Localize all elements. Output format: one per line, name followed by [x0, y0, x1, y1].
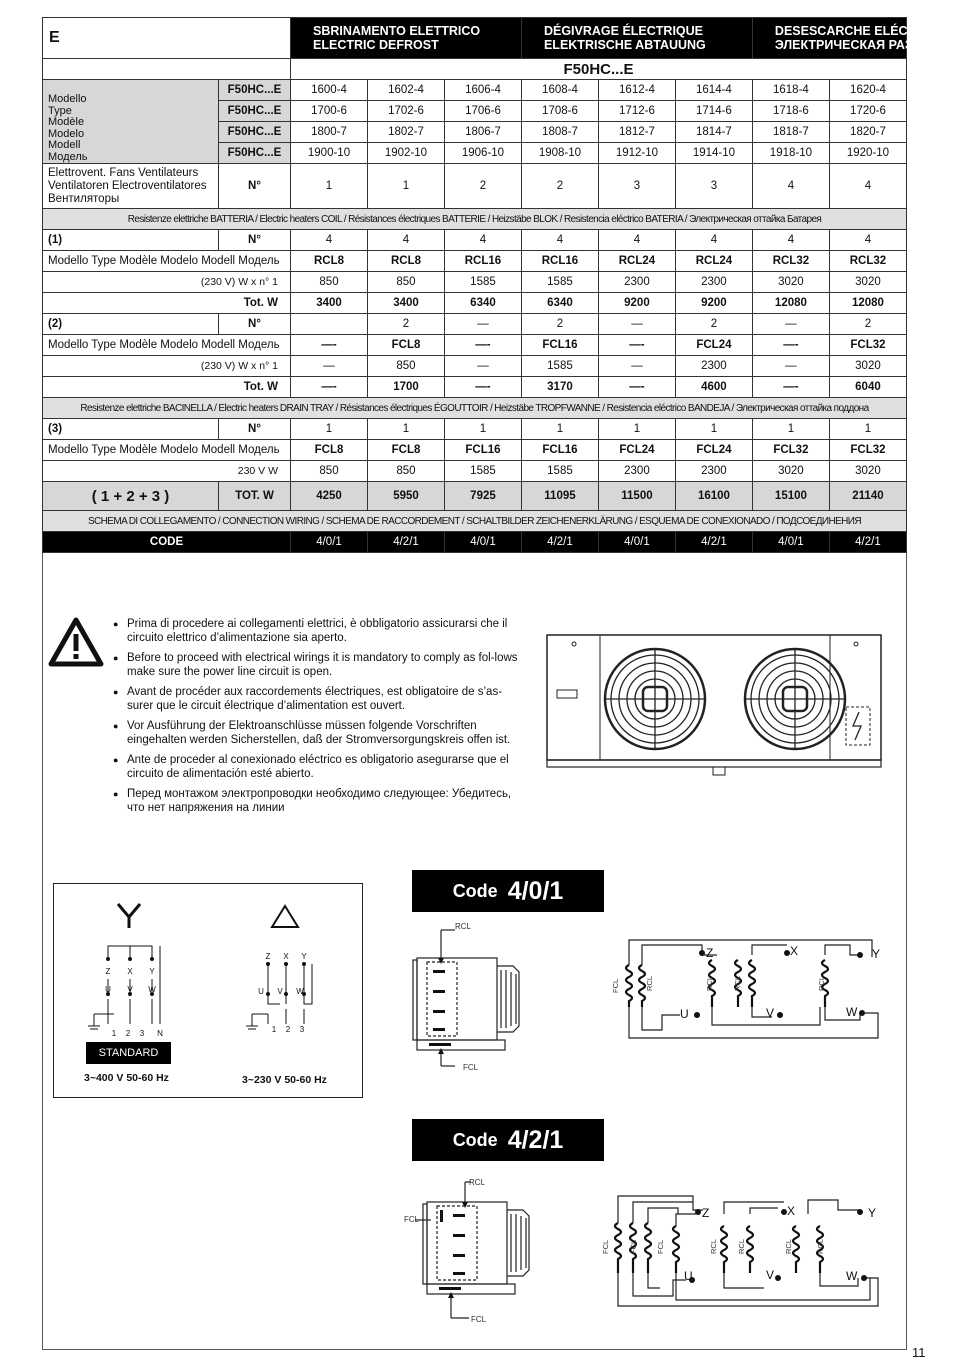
value-cell: 5950 — [368, 482, 445, 511]
value-cell: 6340 — [521, 293, 598, 314]
fcl-label: FCL — [404, 1215, 420, 1224]
terminal-x: X — [787, 1204, 796, 1218]
terminal-u: U — [258, 987, 264, 996]
value-cell: 1806-7 — [444, 122, 521, 143]
value-cell: 6340 — [444, 293, 521, 314]
terminal-w: W — [846, 1269, 858, 1283]
value-cell: 1614-4 — [675, 80, 752, 101]
value-cell: FCL16 — [521, 440, 598, 461]
rcl-label: RCL — [455, 922, 472, 931]
watt-label: (230 V) W x n° 1 — [43, 272, 291, 293]
value-cell: FCL32 — [829, 335, 906, 356]
value-cell: 4 — [444, 230, 521, 251]
watt-label: 230 V W — [43, 461, 291, 482]
value-cell: 1618-4 — [752, 80, 829, 101]
value-cell: 3020 — [752, 272, 829, 293]
value-cell: —- — [444, 377, 521, 398]
coil-band-text: Resistenze elettriche BATTERIA / Electric heaters COIL / Résistances électriques BATTERIE / Heizstäbe BLOK / Resistencia eléctrico BATERIA / Электрическая оттайка Батарея — [43, 209, 907, 230]
value-cell: 4600 — [675, 377, 752, 398]
terminal-u: U — [105, 985, 111, 994]
terminal-x: X — [283, 952, 289, 961]
code-a-box — [412, 870, 604, 912]
value-cell: —- — [291, 377, 368, 398]
section-letter: E — [43, 18, 291, 59]
count-row — [43, 230, 907, 251]
terminal-z: Z — [706, 946, 714, 960]
value-cell: 1800-7 — [291, 122, 368, 143]
warning-item: ● Prima di procedere ai collegamenti elettrici, è obbligatorio assicurarsi che il circuito elettrico d’alimentazione sia aperto. — [113, 617, 528, 645]
value-cell: FCL16 — [521, 335, 598, 356]
value-cell: 3 — [675, 164, 752, 209]
value-cell: 3400 — [291, 293, 368, 314]
value-cell: 15100 — [752, 482, 829, 511]
value-cell: —- — [291, 335, 368, 356]
rcl-label: RCL — [817, 975, 826, 991]
value-cell: 1608-4 — [521, 80, 598, 101]
value-cell: 1720-6 — [829, 101, 906, 122]
header-title — [291, 18, 522, 59]
value-cell: RCL16 — [521, 251, 598, 272]
terminal-w: W — [846, 1005, 858, 1019]
value-cell: 1585 — [521, 272, 598, 293]
group-label: (3) — [43, 419, 219, 440]
value-cell: 3020 — [829, 356, 906, 377]
model-type-label: Modello Type Modèle Modelo Modell Модель — [43, 251, 291, 272]
wiring-diagram-b — [598, 1188, 890, 1312]
heater-layout-b — [403, 1172, 553, 1332]
delta-voltage-label: 3~230 V 50-60 Hz — [242, 1074, 327, 1086]
value-cell: 1706-6 — [444, 101, 521, 122]
value-cell: 1812-7 — [598, 122, 675, 143]
total-row — [43, 377, 907, 398]
unit-cell: N° — [219, 314, 291, 335]
value-cell: RCL8 — [291, 251, 368, 272]
terminal-v: V — [766, 1006, 775, 1020]
value-cell: 1600-4 — [291, 80, 368, 101]
total-row — [43, 293, 907, 314]
value-cell: 1908-10 — [521, 143, 598, 164]
unit-cooler-illustration — [545, 632, 885, 780]
value-cell: 12080 — [829, 293, 906, 314]
table-title: F50HC...E — [291, 59, 907, 80]
line-1: 1 — [271, 1025, 277, 1034]
terminal-y: Y — [301, 952, 307, 961]
code-label: CODE — [43, 532, 291, 553]
model-type-row — [43, 335, 907, 356]
value-cell: 1902-10 — [368, 143, 445, 164]
value-cell: 21140 — [829, 482, 906, 511]
rcl-label: RCL — [645, 975, 654, 991]
value-cell: 4 — [675, 230, 752, 251]
value-cell: 1612-4 — [598, 80, 675, 101]
value-cell: 1585 — [521, 461, 598, 482]
value-cell: 1 — [444, 419, 521, 440]
value-cell: 4/2/1 — [675, 532, 752, 553]
warning-item: ● Перед монтажом электропроводки необходимо следующее: Убедитесь, что нет напряжения на линии — [113, 787, 528, 815]
empty-cell — [43, 59, 291, 80]
model-label-line: Modello — [48, 93, 87, 105]
value-cell: 1585 — [444, 461, 521, 482]
title-row — [43, 59, 907, 80]
value-cell: 11500 — [598, 482, 675, 511]
group-label: (1) — [43, 230, 219, 251]
terminal-x: X — [790, 944, 799, 958]
unit-cell: N° — [219, 164, 291, 209]
model-prefix: F50HC...E — [219, 122, 291, 143]
line-1: 1 — [111, 1029, 117, 1038]
terminal-u: U — [684, 1269, 693, 1283]
rcl-label: RCL — [733, 975, 742, 991]
spec-table — [42, 17, 975, 553]
value-cell: 1708-6 — [521, 101, 598, 122]
star-voltage-label: 3~400 V 50-60 Hz — [84, 1072, 169, 1084]
value-cell: 1585 — [521, 356, 598, 377]
value-cell: 1 — [291, 419, 368, 440]
watt-row — [43, 356, 907, 377]
value-cell: 1 — [752, 419, 829, 440]
warning-item: ● Avant de procéder aux raccordements électriques, est obligatoire de s’as-surer que le circuit électrique d’alimentation est ouvert. — [113, 685, 528, 713]
value-cell: 4/0/1 — [444, 532, 521, 553]
value-cell: FCL24 — [675, 335, 752, 356]
value-cell: —- — [752, 377, 829, 398]
fans-label-line: Вентиляторы — [48, 192, 120, 205]
value-cell: —- — [444, 335, 521, 356]
value-cell: — — [752, 314, 829, 335]
wiring-band — [43, 511, 907, 532]
warning-item: ● Before to proceed with electrical wirings it is mandatory to comply as fol-lows make sure the power line circuit is open. — [113, 651, 528, 679]
unit-cell: N° — [219, 230, 291, 251]
value-cell: 3 — [598, 164, 675, 209]
value-cell: 6040 — [829, 377, 906, 398]
value-cell: 1602-4 — [368, 80, 445, 101]
value-cell: RCL24 — [598, 251, 675, 272]
coil-band — [43, 209, 907, 230]
terminal-v: V — [766, 1268, 775, 1282]
value-cell: 3020 — [829, 461, 906, 482]
terminal-w: W — [296, 987, 304, 996]
terminal-z: Z — [702, 1206, 710, 1220]
model-type-label: Modello Type Modèle Modelo Modell Модель — [43, 335, 291, 356]
terminal-u: U — [680, 1007, 689, 1021]
value-cell: 12080 — [752, 293, 829, 314]
group-label: (2) — [43, 314, 219, 335]
value-cell: — — [291, 356, 368, 377]
value-cell: RCL16 — [444, 251, 521, 272]
value-cell: 1 — [368, 419, 445, 440]
fans-label — [43, 164, 219, 209]
header-line: ELECTRIC DEFROST — [313, 38, 439, 52]
header-line: DÉGIVRAGE ÉLECTRIQUE — [543, 24, 704, 38]
header-title — [752, 18, 975, 59]
model-type-label: Modello Type Modèle Modelo Modell Модель — [43, 440, 291, 461]
code-b-box — [412, 1119, 604, 1161]
value-cell: 1718-6 — [752, 101, 829, 122]
value-cell: RCL8 — [368, 251, 445, 272]
header-line: ЭЛЕКТРИЧЕСКАЯ РАЗМОРОЗКА — [774, 38, 975, 52]
value-cell: 2 — [521, 164, 598, 209]
value-cell: FCL8 — [368, 335, 445, 356]
code-b-label: Code — [452, 1129, 498, 1150]
value-cell: —- — [752, 335, 829, 356]
grand-total-label: ( 1 + 2 + 3 ) — [43, 482, 219, 511]
value-cell: 1914-10 — [675, 143, 752, 164]
header-line: SBRINAMENTO ELETTRICO — [313, 24, 481, 38]
value-cell: 2300 — [598, 461, 675, 482]
warning-icon — [48, 617, 104, 667]
total-label: Tot. W — [43, 377, 291, 398]
header-line: DESESCARCHE ELÉCTRICO — [774, 24, 947, 38]
value-cell: FCL24 — [598, 440, 675, 461]
line-2: 2 — [125, 1029, 131, 1038]
value-cell: FCL32 — [752, 440, 829, 461]
value-cell: 1714-6 — [675, 101, 752, 122]
value-cell: — — [444, 314, 521, 335]
terminal-z: Z — [265, 952, 271, 961]
model-label-line: Type — [48, 104, 72, 117]
model-label-line: Модель — [48, 150, 88, 163]
value-cell: 2 — [521, 314, 598, 335]
fcl-label: FCL — [471, 1315, 487, 1324]
value-cell: — — [598, 356, 675, 377]
value-cell: 1 — [829, 419, 906, 440]
value-cell: 4 — [829, 230, 906, 251]
drain-band-text: Resistenze elettriche BACINELLA / Electric heaters DRAIN TRAY / Résistances électriques ÉGOUTTOIR / Heizstäbe TROPFWANNE / Resistencia eléctrico BANDEJA / Электрическая оттайка поддона — [43, 398, 907, 419]
value-cell: 1820-7 — [829, 122, 906, 143]
rcl-label: RCL — [705, 975, 714, 991]
value-cell: 1 — [675, 419, 752, 440]
value-cell: 4 — [291, 230, 368, 251]
fans-row — [43, 164, 907, 209]
value-cell: 1808-7 — [521, 122, 598, 143]
value-cell: 11095 — [521, 482, 598, 511]
watt-row — [43, 461, 907, 482]
value-cell: 2 — [444, 164, 521, 209]
value-cell: FCL8 — [291, 440, 368, 461]
value-cell: 850 — [368, 272, 445, 293]
value-cell: 9200 — [598, 293, 675, 314]
fcl-label: FCL — [611, 978, 620, 993]
terminal-v: V — [127, 985, 133, 994]
rcl-label: RCL — [784, 1238, 793, 1254]
rcl-label: RCL — [816, 1238, 825, 1254]
rcl-label: RCL — [709, 1238, 718, 1254]
model-label — [43, 80, 219, 164]
page-number: 11 — [912, 1345, 926, 1360]
unit-cell: TOT. W — [219, 482, 291, 511]
value-cell: 1702-6 — [368, 101, 445, 122]
fcl-label: FCL — [629, 1239, 638, 1254]
grand-total-row — [43, 482, 907, 511]
value-cell: 4 — [752, 230, 829, 251]
value-cell — [291, 314, 368, 335]
fcl-label: FCL — [463, 1063, 479, 1072]
model-prefix: F50HC...E — [219, 101, 291, 122]
warning-list — [113, 617, 528, 821]
value-cell: 1700 — [368, 377, 445, 398]
value-cell: 7925 — [444, 482, 521, 511]
terminal-y: Y — [149, 967, 155, 976]
header-row — [43, 18, 907, 59]
header-title — [521, 18, 752, 59]
fans-label-line: Ventilatoren Electroventilatores — [48, 179, 207, 192]
value-cell: 4 — [521, 230, 598, 251]
value-cell: 850 — [291, 461, 368, 482]
value-cell: 1912-10 — [598, 143, 675, 164]
value-cell: 4 — [829, 164, 906, 209]
rcl-label: RCL — [737, 1238, 746, 1254]
terminal-x: X — [127, 967, 133, 976]
code-b-value: 4/2/1 — [507, 1125, 564, 1154]
value-cell: — — [598, 314, 675, 335]
value-cell: 4/0/1 — [598, 532, 675, 553]
value-cell: 4/0/1 — [752, 532, 829, 553]
line-2: 2 — [285, 1025, 291, 1034]
drain-band — [43, 398, 907, 419]
value-cell: 4 — [598, 230, 675, 251]
total-label: Tot. W — [43, 293, 291, 314]
value-cell: 1700-6 — [291, 101, 368, 122]
value-cell: FCL24 — [675, 440, 752, 461]
watt-row — [43, 272, 907, 293]
count-row — [43, 314, 907, 335]
warning-item: ● Ante de proceder al conexionado eléctrico es obligatorio asegurarse que el circuito de alimentación esté abierto. — [113, 753, 528, 781]
value-cell: FCL8 — [368, 440, 445, 461]
value-cell: 4 — [752, 164, 829, 209]
value-cell: — — [752, 356, 829, 377]
value-cell: 2 — [368, 314, 445, 335]
terminal-y: Y — [868, 1206, 877, 1220]
value-cell: 1 — [521, 419, 598, 440]
terminal-y: Y — [872, 947, 881, 961]
model-label-line: Modèle — [48, 116, 85, 128]
value-cell: 4/2/1 — [368, 532, 445, 553]
count-row — [43, 419, 907, 440]
warning-item: ● Vor Ausführung der Elektroanschlüsse müssen folgende Vorschriften eingehalten werden Sicherstellen, daß der Stromversorgungskreis offen ist. — [113, 719, 528, 747]
value-cell: 2300 — [675, 272, 752, 293]
value-cell: 16100 — [675, 482, 752, 511]
value-cell: 3400 — [368, 293, 445, 314]
value-cell: 1620-4 — [829, 80, 906, 101]
wiring-band-text: SCHEMA DI COLLEGAMENTO / CONNECTION WIRING / SCHEMA DE RACCORDEMENT / SCHALTBILDER ZEICHENERKLÄRUNG / ESQUEMA DE CONEXIONADO / ПОДСОЕДИНЕНИЯ — [43, 511, 907, 532]
code-a-value: 4/0/1 — [507, 876, 564, 905]
value-cell: RCL32 — [752, 251, 829, 272]
value-cell: 850 — [368, 461, 445, 482]
value-cell: 850 — [368, 356, 445, 377]
value-cell: 2 — [675, 314, 752, 335]
fcl-label: FCL — [601, 1239, 610, 1254]
value-cell: 1900-10 — [291, 143, 368, 164]
terminal-z: Z — [105, 967, 111, 976]
terminal-w: W — [148, 985, 156, 994]
model-prefix: F50HC...E — [219, 80, 291, 101]
value-cell: —- — [598, 335, 675, 356]
value-cell: 3020 — [752, 461, 829, 482]
value-cell: 1802-7 — [368, 122, 445, 143]
value-cell: RCL32 — [829, 251, 906, 272]
rcl-label: RCL — [469, 1178, 486, 1187]
value-cell: 1906-10 — [444, 143, 521, 164]
watt-label: (230 V) W x n° 1 — [43, 356, 291, 377]
standard-badge: STANDARD — [86, 1042, 171, 1064]
value-cell: 3020 — [829, 272, 906, 293]
power-supply-diagram — [53, 883, 363, 1098]
value-cell: 1 — [368, 164, 445, 209]
value-cell: 4/0/1 — [291, 532, 368, 553]
value-cell: 2 — [829, 314, 906, 335]
model-label-line: Modell — [48, 139, 81, 151]
value-cell: —- — [598, 377, 675, 398]
heater-layout-a — [405, 918, 555, 1078]
value-cell: FCL32 — [829, 440, 906, 461]
value-cell: 1 — [291, 164, 368, 209]
value-cell: 1818-7 — [752, 122, 829, 143]
model-prefix: F50HC...E — [219, 143, 291, 164]
terminal-v: V — [277, 987, 283, 996]
line-3: 3 — [139, 1029, 145, 1038]
value-cell: 2300 — [598, 272, 675, 293]
value-cell: 4/2/1 — [521, 532, 598, 553]
code-a-label: Code — [452, 880, 498, 901]
line-n: N — [157, 1029, 163, 1038]
value-cell: 2300 — [675, 461, 752, 482]
line-3: 3 — [299, 1025, 305, 1034]
value-cell: 1 — [598, 419, 675, 440]
value-cell: 4/2/1 — [829, 532, 906, 553]
value-cell: — — [444, 356, 521, 377]
model-row — [43, 80, 907, 101]
model-label-line: Modelo — [48, 127, 85, 140]
value-cell: 1606-4 — [444, 80, 521, 101]
fcl-label: FCL — [656, 1239, 665, 1254]
value-cell: 4250 — [291, 482, 368, 511]
value-cell: FCL16 — [444, 440, 521, 461]
value-cell: RCL24 — [675, 251, 752, 272]
value-cell: 4 — [368, 230, 445, 251]
fans-label-line: Elettrovent. Fans Ventilateurs — [48, 166, 199, 179]
value-cell: 1814-7 — [675, 122, 752, 143]
unit-cell: N° — [219, 419, 291, 440]
value-cell: 2300 — [675, 356, 752, 377]
model-type-row — [43, 440, 907, 461]
model-type-row — [43, 251, 907, 272]
value-cell: 1918-10 — [752, 143, 829, 164]
wiring-diagram-a — [602, 935, 890, 1045]
code-row — [43, 532, 907, 553]
value-cell: 1920-10 — [829, 143, 906, 164]
value-cell: 1585 — [444, 272, 521, 293]
value-cell: 9200 — [675, 293, 752, 314]
value-cell: 3170 — [521, 377, 598, 398]
value-cell: 850 — [291, 272, 368, 293]
header-line: ELEKTRISCHE ABTAUUNG — [543, 38, 706, 52]
value-cell: 1712-6 — [598, 101, 675, 122]
